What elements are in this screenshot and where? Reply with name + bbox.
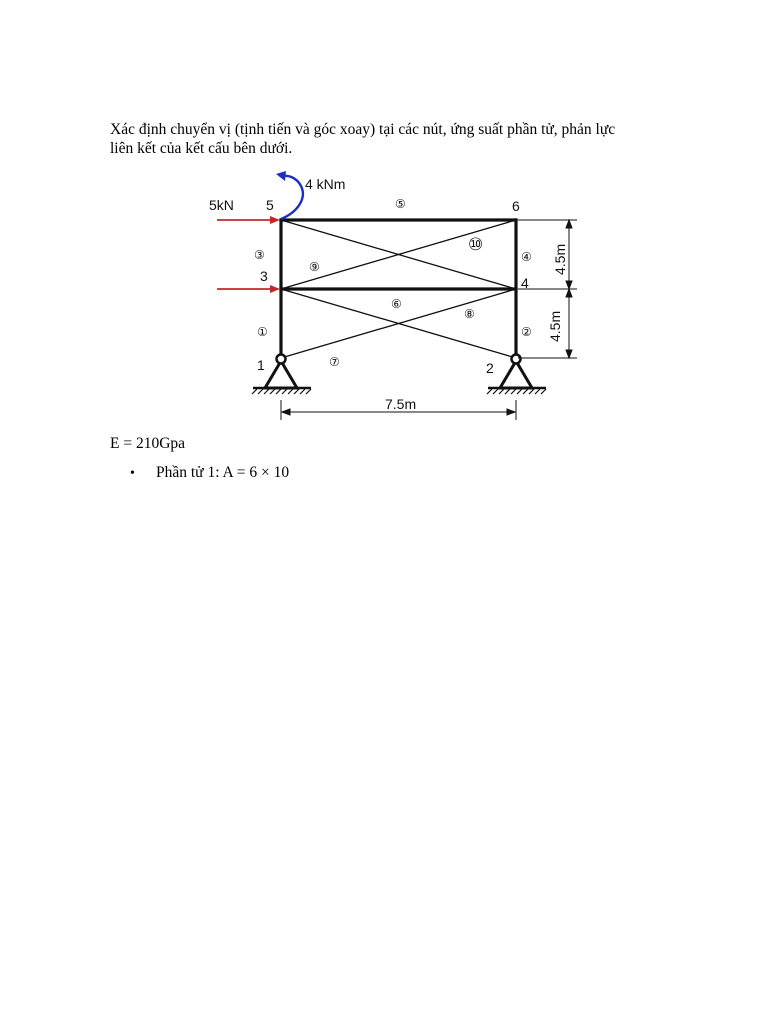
bullet-icon: • <box>130 466 135 481</box>
frame-diagram <box>205 170 585 425</box>
moment-label: 4 kNm <box>305 176 346 192</box>
elastic-modulus: E = 210Gpa <box>110 435 186 452</box>
node-label-6: 6 <box>512 198 520 214</box>
pin-joint-1 <box>277 355 286 364</box>
force-arrow-node-3 <box>217 285 280 293</box>
element-label-1: ① <box>257 325 268 339</box>
element-label-9: ⑨ <box>309 260 320 274</box>
element-label-4: ④ <box>521 250 532 264</box>
pin-joint-2 <box>512 355 521 364</box>
node-label-3: 3 <box>260 268 268 284</box>
intro-line-1: Xác định chuyển vị (tịnh tiến và góc xoay) tại các nút, ứng suất phần tử, phản lực <box>110 121 616 138</box>
element-label-7: ⑦ <box>329 355 340 369</box>
node-label-1: 1 <box>257 357 265 373</box>
dimension-horizontal-label: 7.5m <box>385 396 417 412</box>
element-label-3: ③ <box>254 248 265 262</box>
pin-support-2 <box>500 361 532 388</box>
moment-arrow <box>276 171 303 219</box>
element-label-6: ⑥ <box>391 297 402 311</box>
list-item <box>130 463 289 483</box>
frame-diagram-svg <box>205 170 585 425</box>
node-label-2: 2 <box>486 360 494 376</box>
element-label-5: ⑤ <box>395 197 406 211</box>
element-label-2: ② <box>521 325 532 339</box>
node-label-4: 4 <box>521 275 529 291</box>
element-label-10: ⑩ <box>468 235 484 255</box>
intro-paragraph <box>110 120 670 158</box>
dimension-upper-label: 4.5m <box>552 243 568 275</box>
force-label: 5kN <box>209 197 234 213</box>
force-arrow-node-5 <box>217 216 280 224</box>
node-label-5: 5 <box>266 197 274 213</box>
list-item-text: Phần tử 1: A = 6 × 10 <box>156 464 290 481</box>
element-label-8: ⑧ <box>464 307 475 321</box>
pin-support-1 <box>265 361 297 388</box>
intro-line-2: liên kết của kết cấu bên dưới. <box>110 140 293 157</box>
dimension-lower-label: 4.5m <box>547 310 563 342</box>
